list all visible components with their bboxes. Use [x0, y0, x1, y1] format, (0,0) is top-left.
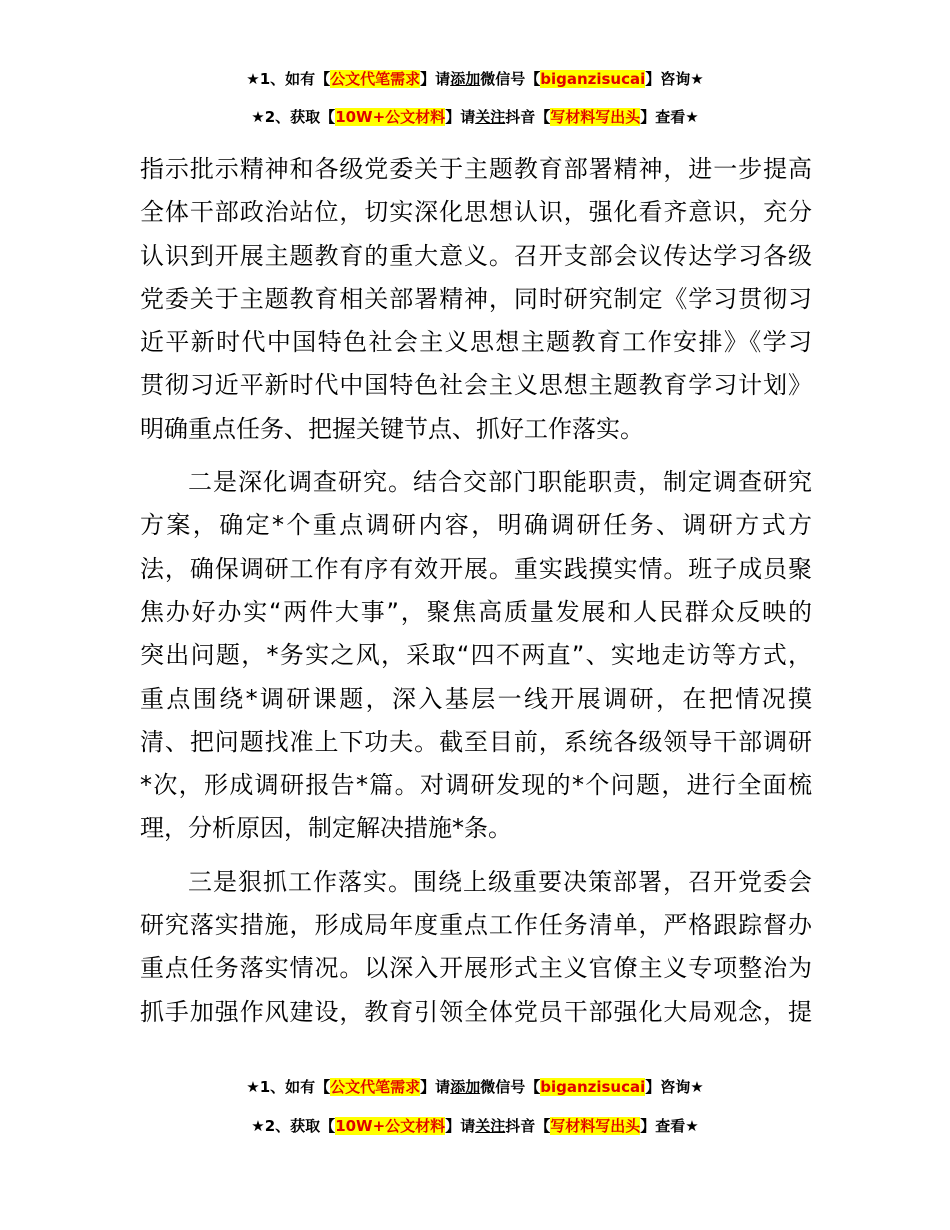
banner-highlight: 10W+公文材料	[335, 1117, 446, 1135]
text-line: 抓手加强作风建设，教育引领全体党员干部强化大局观念，提	[140, 997, 812, 1026]
banner-highlight: 10W+公文材料	[335, 108, 446, 126]
banner-highlight: biganzisucai	[540, 70, 646, 88]
text-line: 研究落实措施，形成局年度重点工作任务清单，严格跟踪督办	[140, 911, 812, 940]
header-banner-line-2	[0, 107, 950, 127]
paragraph	[140, 461, 812, 851]
text-line: 明确重点任务、把握关键节点、抓好工作落实。	[140, 414, 644, 443]
banner-text: 】查看★	[640, 1117, 699, 1135]
text-line: 三是狠抓工作落实。围绕上级重要决策部署，召开党委会	[188, 867, 812, 896]
footer-banner-line-1	[0, 1077, 950, 1097]
banner-underlined-text: 关注	[475, 108, 506, 126]
banner-text: 】请	[445, 1117, 476, 1135]
text-line: 重点任务落实情况。以深入开展形式主义官僚主义专项整治为	[140, 954, 812, 983]
text-line: 党委关于主题教育相关部署精神，同时研究制定《学习贯彻习	[140, 284, 812, 313]
banner-underlined-text: 关注	[475, 1117, 506, 1135]
banner-highlight: 写材料写出头	[550, 108, 641, 126]
text-line: 重点围绕*调研课题，深入基层一线开展调研，在把情况摸	[140, 684, 812, 713]
banner-underlined-text: 添加	[450, 70, 481, 88]
banner-text: ★2、获取【	[251, 108, 336, 126]
text-line: 全体干部政治站位，切实深化思想认识，强化看齐意识，充分	[140, 198, 812, 227]
text-line: 贯彻习近平新时代中国特色社会主义思想主题教育学习计划》	[140, 371, 812, 400]
banner-highlight: 公文代笔需求	[330, 1078, 421, 1096]
paragraph	[140, 148, 812, 451]
footer-banner-line-2	[0, 1116, 950, 1136]
banner-text: 】咨询★	[645, 70, 704, 88]
banner-text: 微信号【	[480, 1078, 541, 1096]
banner-text: 抖音【	[505, 1117, 551, 1135]
banner-text: 微信号【	[480, 70, 541, 88]
banner-text: ★1、如有【	[246, 1078, 331, 1096]
text-line: 焦办好办实“两件大事”，聚焦高质量发展和人民群众反映的	[140, 597, 812, 626]
banner-text: 】请	[420, 70, 451, 88]
banner-highlight: 写材料写出头	[550, 1117, 641, 1135]
document-body	[140, 148, 812, 1034]
banner-text: 】请	[420, 1078, 451, 1096]
text-line: 理，分析原因，制定解决措施*条。	[140, 814, 512, 843]
text-line: 方案，确定*个重点调研内容，明确调研任务、调研方式方	[140, 511, 812, 540]
banner-text: 】请	[445, 108, 476, 126]
text-line: 清、把问题找准上下功夫。截至目前，系统各级领导干部调研	[140, 727, 812, 756]
banner-text: ★1、如有【	[246, 70, 331, 88]
banner-text: 】查看★	[640, 108, 699, 126]
paragraph	[140, 861, 812, 1034]
header-banner-line-1	[0, 69, 950, 89]
text-line: 法，确保调研工作有序有效开展。重实践摸实情。班子成员聚	[140, 554, 812, 583]
text-line: *次，形成调研报告*篇。对调研发现的*个问题，进行全面梳	[140, 771, 812, 800]
text-line: 近平新时代中国特色社会主义思想主题教育工作安排》《学习	[140, 328, 812, 357]
banner-underlined-text: 添加	[450, 1078, 481, 1096]
banner-text: 】咨询★	[645, 1078, 704, 1096]
text-line: 认识到开展主题教育的重大意义。召开支部会议传达学习各级	[140, 241, 812, 270]
text-line: 突出问题，*务实之风，采取“四不两直”、实地走访等方式，	[140, 641, 812, 670]
banner-text: 抖音【	[505, 108, 551, 126]
banner-highlight: biganzisucai	[540, 1078, 646, 1096]
text-line: 二是深化调查研究。结合交部门职能职责，制定调查研究	[188, 468, 812, 497]
text-line: 指示批示精神和各级党委关于主题教育部署精神，进一步提高	[140, 155, 812, 183]
banner-text: ★2、获取【	[251, 1117, 336, 1135]
banner-highlight: 公文代笔需求	[330, 70, 421, 88]
